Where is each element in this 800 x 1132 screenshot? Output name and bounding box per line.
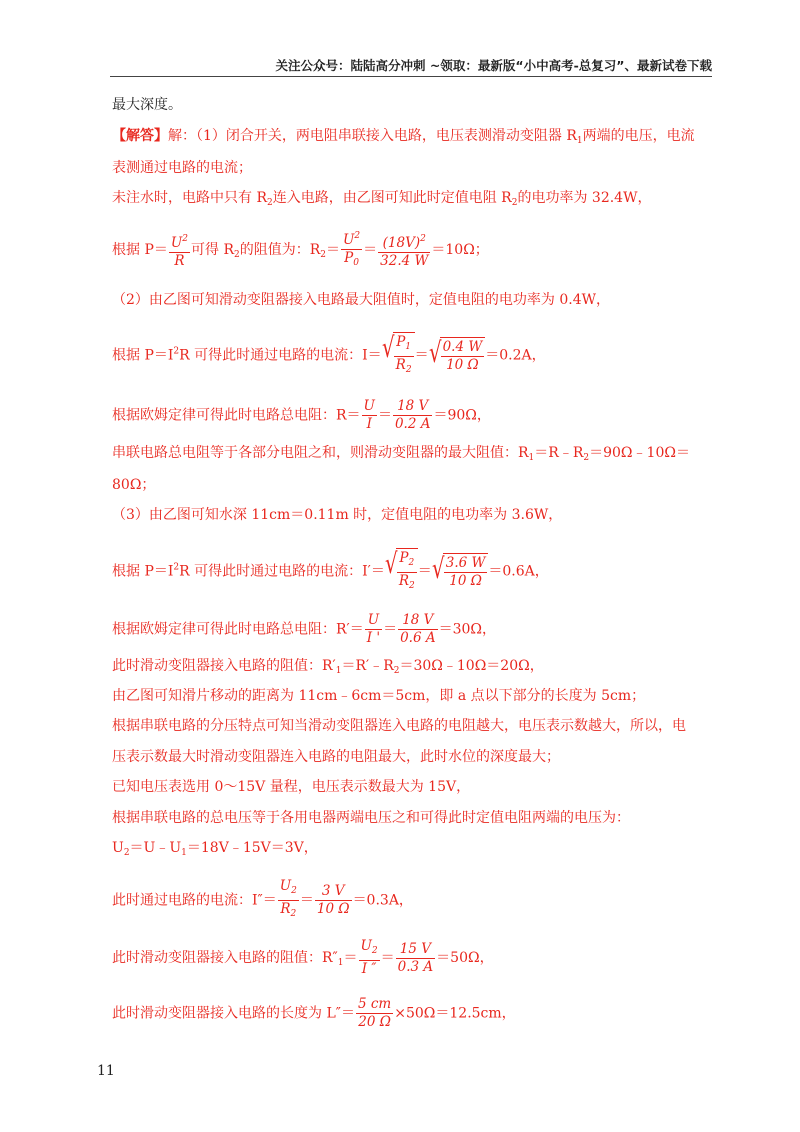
sqrt: √ $\frac{P_1}{R_2}$ bbox=[382, 332, 415, 379]
header-rule bbox=[110, 76, 712, 77]
page-number: 11 bbox=[97, 1063, 115, 1079]
formula-line-23: 此时滑动变阻器接入电路的长度为 L″＝ $\frac{5 cm}{20 \Omega}$ ×50Ω＝12.5cm， bbox=[112, 996, 516, 1030]
page-header: 关注公众号：陆陆高分冲刺 ~领取：最新版“小中高考-总复习”、最新试卷下载 bbox=[275, 58, 712, 73]
formula-line-8: 根据欧姆定律可得此时电路总电阻：R＝ $\frac{U}{I}$ ＝ $\frac{18 V}{0.2 A}$ ＝90Ω， bbox=[112, 398, 491, 432]
text-line-17: 压表示数最大时滑动变阻器连入电路的电阻最大，此时水位的深度最大； bbox=[112, 749, 560, 765]
fraction: $\frac{U^2}{R}$ bbox=[170, 233, 188, 269]
text-line-10: 80Ω； bbox=[112, 477, 156, 493]
text-line-2: 【解答】解：（1）闭合开关，两电阻串联接入电路，电压表测滑动变阻器 $R_1$两端的电压，电流 bbox=[112, 128, 695, 146]
text-line-18: 已知电压表选用 0～15V 量程，电压表示数最大为 15V， bbox=[112, 779, 471, 795]
text-line-9: 串联电路总电阻等于各部分电阻之和，则滑动变阻器的最大阻值：$R_1=R﹣R_2=90\Omega﹣10\Omega=$ bbox=[112, 445, 690, 463]
fraction: $\frac{U^2}{P_0}$ bbox=[341, 228, 362, 272]
text-line-6: （2）由乙图可知滑动变阻器接入电路最大阻值时，定值电阻的电功率为 0.4W， bbox=[112, 292, 611, 308]
text-line-16: 根据串联电路的分压特点可知当滑动变阻器连入电路的电阻越大，电压表示数越大，所以，电 bbox=[112, 718, 686, 734]
text-line-15: 由乙图可知滑片移动的距离为 11cm﹣6cm＝5cm，即 a 点以下部分的长度为 5cm； bbox=[112, 688, 646, 704]
formula-line-5: 根据 P＝ $\frac{U^2}{R}$ 可得 $R_2$的阻值为：$R_2=$ $\frac{U^2}{P_0}$ ＝ $\frac{(18V)^2}{32.4 W}$ ＝10Ω； bbox=[112, 228, 489, 272]
formula-line-12: 根据 $P=I^2R$ 可得此时通过电路的电流：I′＝ √ $\frac{P_2}{R_2}$ ＝ √ $\frac{3.6 W}{10 \Omega}$ ＝0.6A， bbox=[112, 548, 549, 595]
formula-line-21: 此时通过电路的电流：I″＝ $\frac{U_2}{R_2}$ ＝ $\frac{3 V}{10 \Omega}$ ＝0.3A， bbox=[112, 878, 413, 923]
text-line-14: 此时滑动变阻器接入电路的阻值：$R'_1=R'﹣R_2=30\Omega﹣10\Omega=20\Omega$， bbox=[112, 658, 544, 676]
answer-tag: 【解答】 bbox=[112, 128, 168, 144]
formula-line-22: 此时滑动变阻器接入电路的阻值：$R''_1=$ $\frac{U_2}{I ''}$ ＝ $\frac{15 V}{0.3 A}$ ＝50Ω， bbox=[112, 938, 494, 977]
text-line-3: 表测通过电路的电流； bbox=[112, 160, 252, 176]
fraction: $\frac{(18V)^2}{32.4 W}$ bbox=[380, 233, 429, 269]
formula-line-13: 根据欧姆定律可得此时电路总电阻：R′＝ $\frac{U}{I '}$ ＝ $\frac{18 V}{0.6 A}$ ＝30Ω， bbox=[112, 612, 496, 646]
text-line-1: 最大深度。 bbox=[112, 97, 182, 113]
text-line-19: 根据串联电路的总电压等于各用电器两端电压之和可得此时定值电阻两端的电压为： bbox=[112, 810, 630, 826]
formula-line-7: 根据 $P=I^2R$ 可得此时通过电路的电流：I＝ √ $\frac{P_1}{R_2}$ ＝ √ $\frac{0.4 W}{10 \Omega}$ ＝0.2A， bbox=[112, 332, 546, 379]
text-line-20: $U_2=U﹣U_1=18V﹣15V=3V$， bbox=[112, 840, 318, 858]
text-line-4: 未注水时，电路中只有 $R_2$连入电路，由乙图可知此时定值电阻 $R_2$的电功率为 32.4W， bbox=[112, 190, 652, 208]
text-line-11: （3）由乙图可知水深 11cm＝0.11m 时，定值电阻的电功率为 3.6W， bbox=[112, 507, 563, 523]
sqrt: √ $\frac{0.4 W}{10 \Omega}$ bbox=[429, 337, 486, 374]
